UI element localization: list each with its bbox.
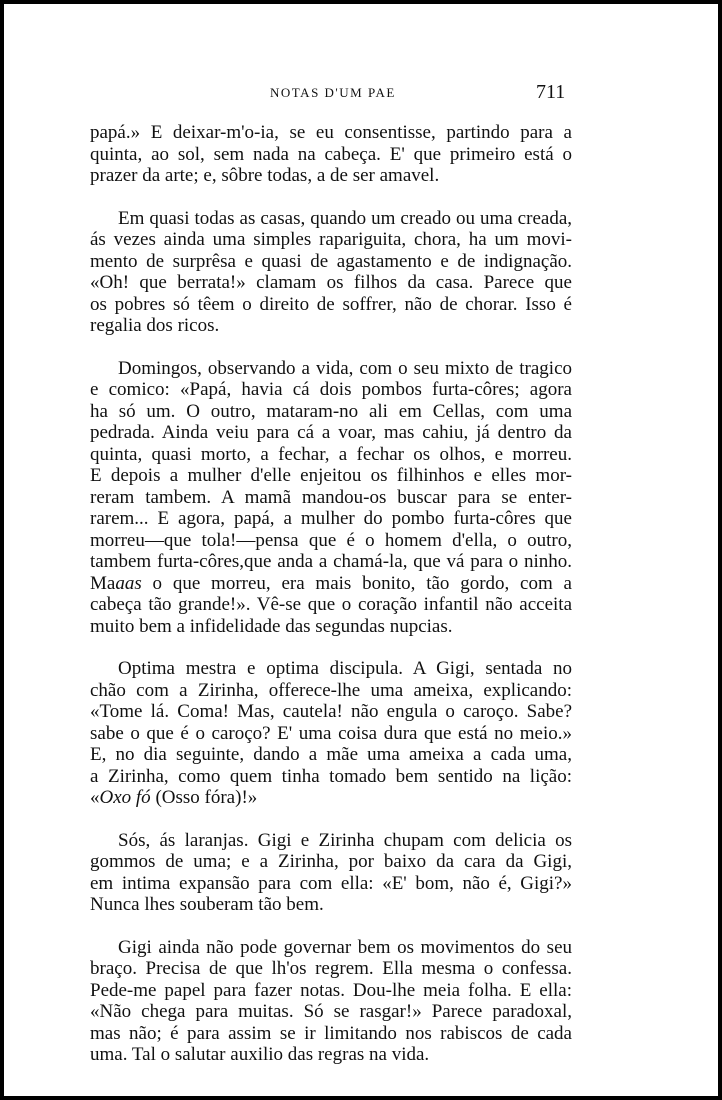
text-line: ás vezes ainda uma simples rapariguita, chora, ha um movi- xyxy=(90,229,572,250)
running-head xyxy=(4,81,718,107)
text-line: regalia dos ricos. xyxy=(90,315,220,336)
text-line: mas não; é para assim se ir limitando nos rabiscos de cada xyxy=(90,1022,572,1044)
text-line: quinta, quasi morto, a fechar, a fechar os olhos, e morreu. xyxy=(90,443,572,465)
text-line: E depois a mulher d'elle enjeitou os filhinhos e elles mor- xyxy=(90,465,572,486)
text-line: E, no dia seguinte, dando a mãe uma ameixa a cada uma, xyxy=(90,744,572,765)
text-line: Nunca lhes souberam tão bem. xyxy=(90,894,324,915)
text-line: a Zirinha, como quem tinha tomado bem sentido na lição: xyxy=(90,765,572,787)
page-number: 711 xyxy=(536,81,566,103)
text-line: Maaas o que morreu, era mais bonito, tão gordo, com a xyxy=(90,572,572,594)
text-line: Pede-me papel para fazer notas. Dou-lhe meia folha. E ella: xyxy=(90,979,572,1001)
text-line: morreu—que tola!—pensa que é o homem d'ella, o outro, xyxy=(90,529,572,551)
text-line: chão com a Zirinha, offerece-lhe uma ameixa, explicando: xyxy=(90,679,572,701)
text-line: Optima mestra e optima discipula. A Gigi, sentada no xyxy=(118,658,572,679)
text-line: pedrada. Ainda veiu para cá a voar, mas cahiu, já dentro da xyxy=(90,422,572,443)
paragraph-4 xyxy=(90,658,572,809)
text-line: cabeça tão grande!». Vê-se que o coração infantil não acceita xyxy=(90,594,572,615)
text-line: gommos de uma; e a Zirinha, por baixo da cara da Gigi, xyxy=(90,851,572,872)
paragraph-6 xyxy=(90,937,572,1066)
paragraph-3 xyxy=(90,358,572,638)
text-line: quinta, ao sol, sem nada na cabeça. E' que primeiro está o xyxy=(90,143,572,165)
text-line: tambem furta-côres,que anda a chamá-la, que vá para o ninho. xyxy=(90,551,572,572)
text-line: reram tambem. A mamã mandou-os buscar para se enter- xyxy=(90,486,572,508)
text-line: em intima expansão para com ella: «E' bom, não é, Gigi?» xyxy=(90,872,572,894)
text-line: uma. Tal o salutar auxilio das regras na vida. xyxy=(90,1044,430,1065)
text-line: sabe o que é o caroço? E' uma coisa dura que está no meio.» xyxy=(90,722,572,744)
text-line: braço. Precisa de que lh'os regrem. Ella mesma o confessa. xyxy=(90,958,572,979)
text-line: Gigi ainda não pode governar bem os movimentos do seu xyxy=(118,936,572,958)
text-line: e comico: «Papá, havia cá dois pombos furta-côres; agora xyxy=(90,379,572,400)
paragraph-1 xyxy=(90,122,572,187)
text-line: «Tome lá. Coma! Mas, cautela! não engula o caroço. Sabe? xyxy=(90,701,572,722)
text-line: rarem... E agora, papá, a mulher do pombo furta-côres que xyxy=(90,508,572,529)
text-line: Domingos, observando a vida, com o seu mixto de tragico xyxy=(118,357,572,379)
text-line: «Oxo fó (Osso fóra)!» xyxy=(90,787,258,808)
text-line: ha só um. O outro, mataram-no ali em Cellas, com uma xyxy=(90,400,572,422)
paragraph-5 xyxy=(90,830,572,916)
text-line: muito bem a infidelidade das segundas nupcias. xyxy=(90,615,453,637)
text-line: «Oh! que berrata!» clamam os filhos da casa. Parece que xyxy=(90,272,572,293)
text-line: Em quasi todas as casas, quando um creado ou uma creada, xyxy=(118,207,572,229)
text-line: «Não chega para muitas. Só se rasgar!» Parece paradoxal, xyxy=(90,1001,572,1022)
text-line: Sós, ás laranjas. Gigi e Zirinha chupam com delicia os xyxy=(118,829,572,851)
body-text xyxy=(90,122,572,1066)
book-page xyxy=(4,4,718,1096)
running-title: NOTAS D'UM PAE xyxy=(270,85,396,100)
text-line: mento de surprêsa e quasi de agastamento e de indignação. xyxy=(90,250,572,272)
paragraph-2 xyxy=(90,208,572,337)
text-line: papá.» E deixar-m'o-ia, se eu consentisse, partindo para a xyxy=(90,122,572,143)
text-line: os pobres só têem o direito de soffrer, não de chorar. Isso é xyxy=(90,293,572,315)
text-line: prazer da arte; e, sôbre todas, a de ser amavel. xyxy=(90,165,440,186)
